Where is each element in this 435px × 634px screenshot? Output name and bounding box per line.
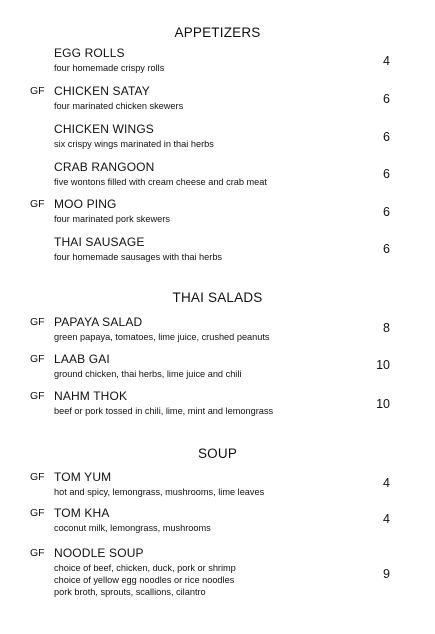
gluten-free-tag: GF (30, 316, 45, 328)
item-price: 6 (383, 167, 390, 181)
section-title-thai-salads: THAI SALADS (172, 290, 263, 305)
item-description: beef or pork tossed in chili, lime, mint and lemongrass (54, 406, 274, 416)
item-price: 4 (383, 476, 390, 490)
gluten-free-tag: GF (30, 198, 45, 210)
item-name: CHICKEN WINGS (54, 122, 154, 136)
item-price: 6 (383, 242, 390, 256)
item-price: 4 (383, 54, 390, 68)
gluten-free-tag: GF (30, 85, 45, 97)
item-description: choice of beef, chicken, duck, pork or shrimp choice of yellow egg noodles or rice noodles pork broth, sprouts, scallions, cilantro (54, 563, 236, 597)
item-price: 6 (383, 205, 390, 219)
item-description: six crispy wings marinated in thai herbs (54, 139, 214, 149)
gluten-free-tag: GF (30, 547, 45, 559)
item-description: four homemade sausages with thai herbs (54, 252, 223, 262)
item-price: 6 (383, 130, 390, 144)
item-description: hot and spicy, lemongrass, mushrooms, lime leaves (54, 487, 265, 497)
item-price: 4 (383, 512, 390, 526)
item-name: THAI SAUSAGE (54, 235, 145, 249)
section-title-appetizers: APPETIZERS (174, 25, 261, 40)
item-name: TOM KHA (54, 506, 110, 520)
item-price: 8 (383, 321, 390, 335)
item-description: four marinated pork skewers (54, 214, 170, 224)
gluten-free-tag: GF (30, 471, 45, 483)
item-description: four marinated chicken skewers (54, 101, 184, 111)
gluten-free-tag: GF (30, 390, 45, 402)
item-description: coconut milk, lemongrass, mushrooms (54, 523, 211, 533)
item-name: LAAB GAI (54, 352, 110, 366)
item-price: 9 (383, 567, 390, 581)
item-name: TOM YUM (54, 470, 112, 484)
gluten-free-tag: GF (30, 507, 45, 519)
item-description: four homemade crispy rolls (54, 63, 165, 73)
item-name: NAHM THOK (54, 389, 128, 403)
item-name: CHICKEN SATAY (54, 84, 150, 98)
item-description: five wontons filled with cream cheese and crab meat (54, 177, 267, 187)
item-name: NOODLE SOUP (54, 546, 144, 560)
item-price: 6 (383, 92, 390, 106)
item-name: EGG ROLLS (54, 46, 125, 60)
item-description: ground chicken, thai herbs, lime juice and chili (54, 369, 242, 379)
item-description: green papaya, tomatoes, lime juice, crushed peanuts (54, 332, 270, 342)
item-name: CRAB RANGOON (54, 160, 155, 174)
item-name: PAPAYA SALAD (54, 315, 143, 329)
section-title-soup: SOUP (197, 446, 238, 461)
item-name: MOO PING (54, 197, 117, 211)
item-price: 10 (376, 397, 390, 411)
item-price: 10 (376, 358, 390, 372)
gluten-free-tag: GF (30, 353, 45, 365)
